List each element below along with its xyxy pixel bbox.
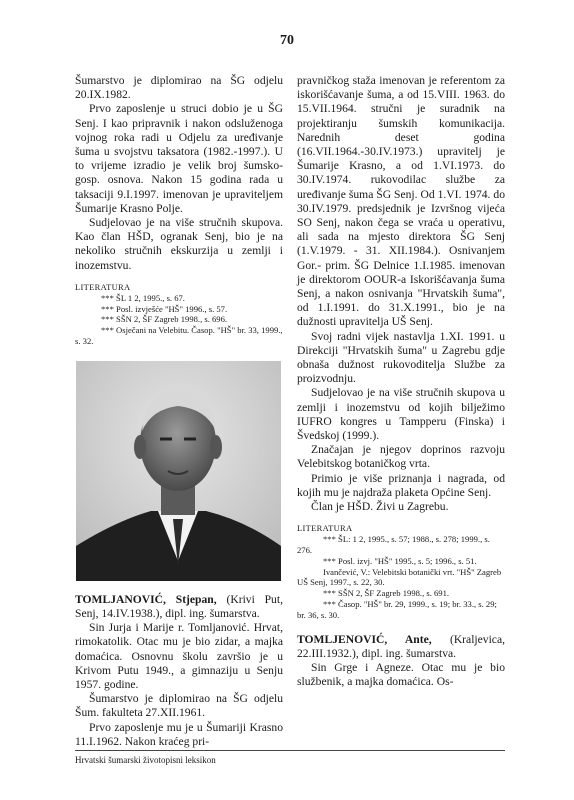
page-number: 70 (280, 33, 294, 48)
left-column (75, 74, 283, 749)
literature-list (297, 534, 505, 620)
entry-heading (75, 593, 283, 621)
entry-details: (Krivi Put, Senj, 14.IV.1938.), dipl. ing. šumarstva. (75, 592, 283, 621)
literature-item: *** Časop. "HŠ" br. 29, 1999., s. 19; br. 33., s. 29; br. 36, s. 30. (297, 599, 497, 620)
paragraph: Član je HŠD. Živi u Zagrebu. (311, 500, 449, 514)
paragraph: Šumarstvo je diplomirao na ŠG odjelu Šum. fakulteta 27.XII.1961. (75, 692, 283, 720)
literature-item: *** Posl. izvj. "HŠ" 1995., s. 5; 1996., s. 51. (323, 555, 477, 566)
paragraph: Prvo zaposlenje u struci dobio je u ŠG Senj. I kao pripravnik i nakon odsluženoga vojnog roka radi u Odjelu za uređivanje šuma u svojstvu taksatora (1982.-1997.). U to vrijeme izradio je velik broj šumsko-gosp. osnova. Nakon 15 godina rada u taksaciji 9.I.1997. imenovan je upraviteljem Šumarije Krasno Polje. (75, 102, 283, 215)
footer-rule (75, 750, 505, 751)
literature-item: *** Osječani na Velebitu. Časop. "HŠ" br. 33, 1999., s. 32. (75, 325, 283, 347)
entry-details: (Kraljevica, 22.III.1932.), dipl. ing. šumarstva. (297, 632, 505, 660)
paragraph: Sudjelovao je na više stručnih skupova u zemlji i inozemstvu od kojih bilježimo IUFRO kongres u Tampperu (Finska) i Švedskoj (1999.). (297, 386, 505, 443)
portrait-photo (76, 361, 281, 581)
paragraph: Sin Grge i Agneze. Otac mu je bio službenik, a majka domaćica. Os- (297, 661, 505, 689)
literature-item: *** SŠN 2, ŠF Zagreb 1998., s. 696. (101, 314, 228, 325)
literature-item: *** ŠL: 1 2, 1995., s. 57; 1988., s. 278; 1999., s. 276. (297, 534, 490, 556)
footer: Hrvatski šumarski životopisni leksikon (75, 755, 216, 765)
paragraph: Svoj radni vijek nastavlja 1.XI. 1991. u Direkciji "Hrvatskih šuma" u Zagrebu gdje obnaša dužnost rukovoditelja Službe za proizvodnju. (297, 329, 505, 386)
entry-surname: TOMLJANOVIĆ, Stjepan, (75, 592, 217, 606)
literature-heading: LITERATURA (297, 523, 353, 534)
literature-heading: LITERATURA (75, 281, 131, 292)
paragraph: Primio je više priznanja i nagrada, od kojih mu je najdraža plaketa Općine Senj. (297, 471, 505, 499)
literature-list (75, 293, 283, 347)
paragraph: Prvo zaposlenje mu je u Šumariji Krasno 11.I.1962. Nakon kraćeg pri- (75, 720, 283, 748)
literature-item: *** Posl. izvješće "HŠ" 1996., s. 57. (101, 303, 228, 314)
paragraph: Šumarstvo je diplomirao na ŠG odjelu 20.IX.1982. (75, 74, 283, 102)
literature-item: *** ŠL 1 2, 1995., s. 67. (101, 292, 185, 303)
right-column (297, 74, 505, 689)
literature-item: Ivančević, V.: Velebitski botanički vrt. "HŠ" Zagreb UŠ Senj, 1997., s. 22, 30. (297, 566, 502, 588)
paragraph: Sin Jurja i Marije r. Tomljanović. Hrvat, rimokatolik. Otac mu je bio zidar, a majka domaćica. Osnovnu školu završio je u Krivom Putu 1949., a gimnaziju u Senju 1957. godine. (75, 621, 283, 692)
entry-surname: TOMLJENOVIĆ, Ante, (297, 632, 432, 646)
paragraph: pravničkog staža imenovan je referentom za iskorišćavanje šuma, a od 15.VIII. 1963. do 15.VII.1964. stručni je suradnik na projektiranju šumskih komunikacija. Narednih deset godina (16.VII.1964.-30.IV.1973.) upravitelj je Šumarije Krasno, a od 1.VI.1973. do 30.IV.1974. rukovodilac službe za uređivanje šuma ŠG Senj. Od 1.VI. 1974. do 30.IV.1979. predsjednik je Izvršnog vijeća SO Senj, nakon čega se vraća u operativu, ali sada na mjesto direktora ŠG Senj (1.V.1979. - 31. XII.1984.). Osnivanjem Gor.- prim. ŠG Delnice 1.I.1985. imenovan je direktorom OOUR-a Iskorišćavanja šuma Senj, a nakon osnivanja "Hrvatskih šuma", od 1.I.1991. do 31.X.1991., bio je na dužnosti upravitelja UŠ Senj. (297, 74, 505, 329)
literature-item: *** SŠN 2, ŠF Zagreb 1998., s. 691. (323, 588, 450, 599)
paragraph: Značajan je njegov doprinos razvoju Velebitskog botaničkog vrta. (297, 443, 505, 471)
paragraph: Sudjelovao je na više stručnih skupova. Kao član HŠD, ogranak Senj, bio je na nekoliko stručnih ekskurzija u zemlji i inozemstvu. (75, 216, 283, 272)
entry-heading (297, 633, 505, 661)
